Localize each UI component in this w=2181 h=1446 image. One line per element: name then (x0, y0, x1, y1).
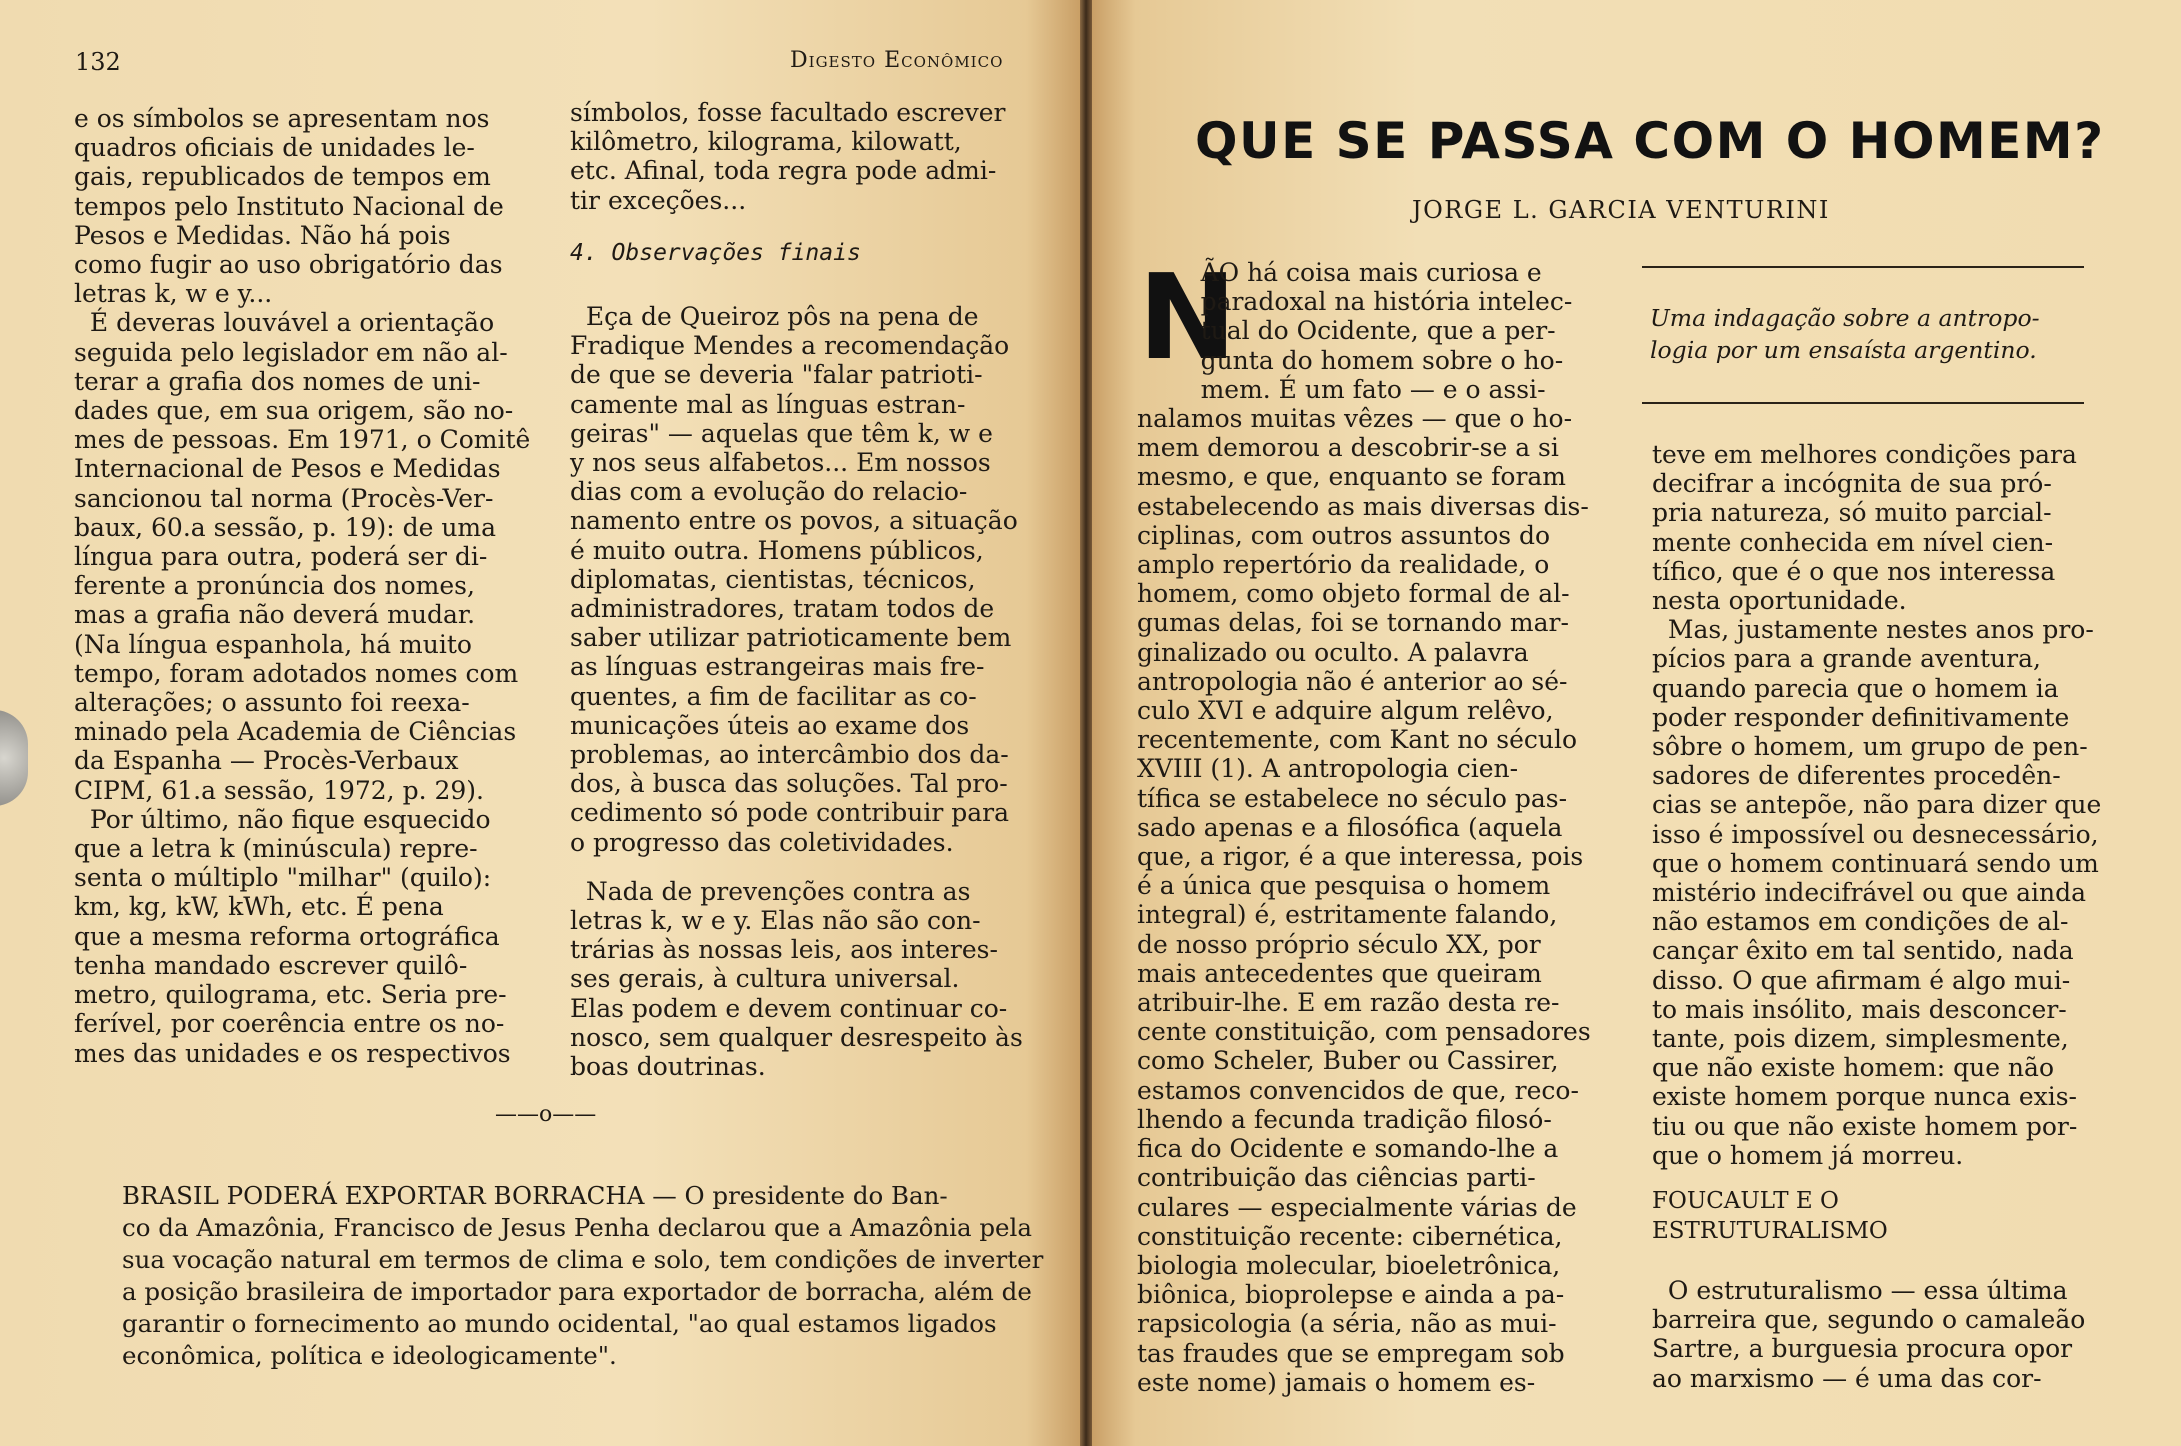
drop-cap: N (1138, 248, 1237, 386)
left-column-2-top-text: símbolos, fosse facultado escrever kilômetro, kilograma, kilowatt, etc. Afinal, toda regra pode admi- tir exceções... (570, 98, 1006, 215)
section-heading: 4. Observações finais (570, 239, 861, 266)
news-brief (122, 1180, 1042, 1372)
left-column-2 (570, 98, 1030, 1081)
page-number: 132 (75, 48, 121, 76)
running-head: Digesto Econômico (790, 48, 1004, 73)
article-title: QUE SE PASSA COM O HOMEM? (1195, 112, 2105, 170)
deck-rule-bottom (1642, 402, 2084, 404)
right-column-3-text: O estruturalismo — essa última barreira que, segundo o camaleão Sartre, a burguesia procura opor ao marxismo — é uma das cor- (1652, 1276, 2086, 1393)
left-column-2-end-text: Nada de prevenções contra as letras k, w e y. Elas não são con- trárias às nossas leis, aos interes- ses gerais, à cultura universal. Elas podem e devem continuar co- nosco, sem qualquer desrespeito às boas doutrinas. (570, 876, 1023, 1082)
left-page (0, 0, 1080, 1446)
news-headline: BRASIL PODERÁ EXPORTAR BORRACHA (122, 1181, 645, 1210)
right-column-1-text: ÃO há coisa mais curiosa e paradoxal na história intelec- tual do Ocidente, que a per- gunta do homem sobre o ho- mem. É um fato — e o assi- nalamos muitas vêzes — que o ho- mem demorou a descobrir-se a si mesmo, e que, enquanto se foram estabelecendo as mais diversas dis- ciplinas, com outros assuntos do amplo repertório da realidade, o homem, como objeto formal de al- gumas delas, foi se tornando mar- ginalizado ou oculto. A palavra antropologia não é anterior ao sé- culo XVI e adquire algum relêvo, recentemente, com Kant no século XVIII (1). A antropologia cien- tífica se estabelece no século pas- sado apenas e a filosófica (aquela que, a rigor, é a que interessa, pois é a única que pesquisa o homem integral) é, estritamente falando, de nosso próprio século XX, por mais antecedentes que queiram atribuir-lhe. E em razão desta re- cente constituição, com pensadores como Scheler, Buber ou Cassirer, estamos convencidos de que, reco- lhendo a fecunda tradição filosó- fica do Ocidente e somando-lhe a contribuição das ciências parti- culares — especialmente várias de constituição recente: cibernética, biologia molecular, bioeletrônica, biônica, bioprolepse e ainda a pa- rapsicologia (a séria, não as mui- tas fraudes que se empregam sob este nome) jamais o homem es- (1137, 258, 1591, 1397)
left-column-1-text: e os símbolos se apresentam nos quadros oficiais de unidades le- gais, republicados de tempos em tempos pelo Instituto Nacional de Pesos e Medidas. Não há pois como fugir ao uso obrigatório das letras k, w e y... É deveras louvável a orientação seguida pelo legislador em não al- terar a grafia dos nomes de uni- dades que, em sua origem, são no- mes de pessoas. Em 1971, o Comitê Internacional de Pesos e Medidas sancionou tal norma (Procès-Ver- baux, 60.a sessão, p. 19): de uma língua para outra, poderá ser di- ferente a pronúncia dos nomes, mas a grafia não deverá mudar. (Na língua espanhola, há muito tempo, foram adotados nomes com alterações; o assunto foi reexa- minado pela Academia de Ciências da Espanha — Procès-Verbaux CIPM, 61.a sessão, 1972, p. 29). Por último, não fique esquecido que a letra k (minúscula) repre- senta o múltiplo "milhar" (quilo): km, kg, kW, kWh, etc. É pena que a mesma reforma ortográfica tenha mandado escrever quilô- metro, quilograma, etc. Seria pre- ferível, por coerência entre os no- mes das unidades e os respectivos (74, 104, 531, 1068)
article-deck: Uma indagação sobre a antropo- logia por um ensaísta argentino. (1650, 304, 2040, 364)
article-author: JORGE L. GARCIA VENTURINI (1412, 196, 1830, 224)
subheading: FOUCAULT E O ESTRUTURALISMO (1652, 1188, 1888, 1244)
news-body: — O presidente do Ban- co da Amazônia, Francisco de Jesus Penha declarou que a Amazônia pela sua vocação natural em termos de clima e solo, tem condições de inverter a posição brasileira de importador para exportador de borracha, além de garantir o fornecimento ao mundo ocidental, "ao qual estamos ligados econômica, política e ideologicamente". (122, 1181, 1044, 1370)
section-divider: ——o—— (495, 1102, 597, 1127)
deck-rule-top (1642, 266, 2084, 268)
binder-clip (0, 710, 28, 806)
book-gutter (1080, 0, 1092, 1446)
left-column-2-body-text: Eça de Queiroz pôs na pena de Fradique Mendes a recomendação de que se deveria "falar patrioti- camente mal as línguas estran- geiras" — aquelas que têm k, w e y nos seus alfabetos... Em nossos dias com a evolução do relacio- namento entre os povos, a situação é muito outra. Homens públicos, diplomatas, cientistas, técnicos, administradores, tratam todos de saber utilizar patrioticamente bem as línguas estrangeiras mais fre- quentes, a fim de facilitar as co- municações úteis ao exame dos problemas, ao intercâmbio dos da- dos, à busca das soluções. Tal pro- cedimento só pode contribuir para o progresso das coletividades. (570, 302, 1018, 857)
right-column-2-text: teve em melhores condições para decifrar a incógnita de sua pró- pria natureza, só muito parcial- mente conhecida em nível cien- tífico, que é o que nos interessa nesta oportunidade. Mas, justamente nestes anos pro- pícios para a grande aventura, quando parecia que o homem ia poder responder definitivamente sôbre o homem, um grupo de pen- sadores de diferentes procedên- cias se antepõe, não para dizer que isso é impossível ou desnecessário, que o homem continuará sendo um mistério indecifrável ou que ainda não estamos em condições de al- cançar êxito em tal sentido, nada disso. O que afirmam é algo mui- to mais insólito, mais desconcer- tante, pois dizem, simplesmente, que não existe homem: que não existe homem porque nunca exis- tiu ou que não existe homem por- que o homem já morreu. (1652, 440, 2102, 1170)
